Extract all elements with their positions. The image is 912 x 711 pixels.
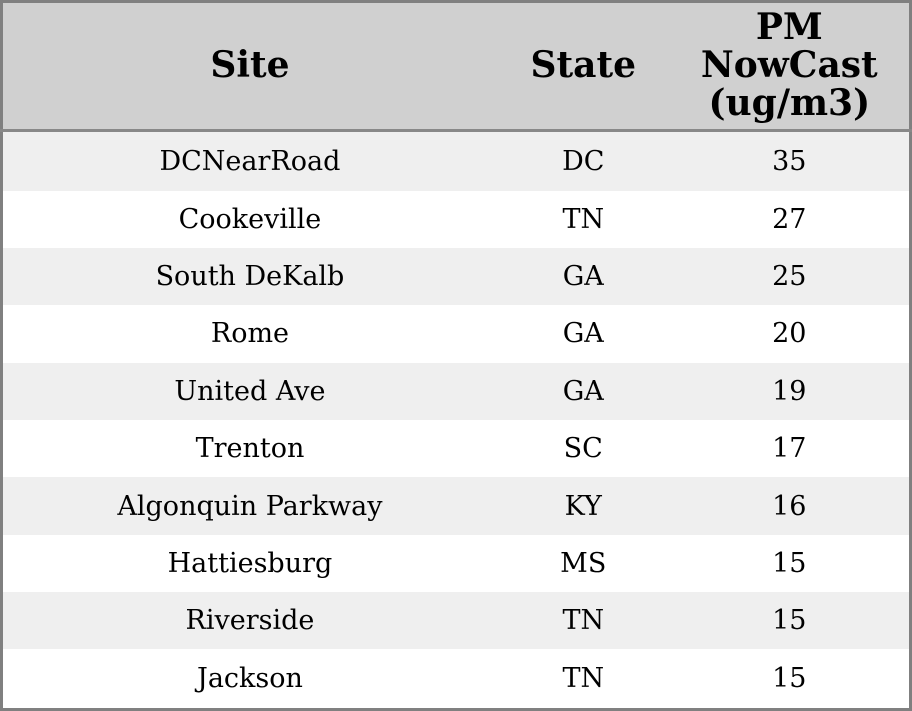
table-row	[2, 649, 911, 709]
pm-value-cell: 15	[670, 535, 911, 592]
column-header-state-label: State	[530, 44, 636, 87]
table-row	[2, 477, 911, 534]
pm-value-cell: 17	[670, 420, 911, 477]
state-cell: TN	[497, 592, 670, 649]
state-cell: KY	[497, 477, 670, 534]
table-row	[2, 191, 911, 248]
table-body	[2, 131, 911, 710]
column-header-site-label: Site	[210, 44, 290, 87]
table-row	[2, 248, 911, 305]
table-row	[2, 535, 911, 592]
site-cell: Algonquin Parkway	[2, 477, 497, 534]
pm-value-cell: 19	[670, 363, 911, 420]
column-header-pm-nowcast-label: PM NowCast (ug/m3)	[700, 6, 878, 124]
site-cell: Hattiesburg	[2, 535, 497, 592]
state-cell: GA	[497, 248, 670, 305]
site-cell: DCNearRoad	[2, 131, 497, 191]
pm-value-cell: 16	[670, 477, 911, 534]
column-header-site	[2, 2, 497, 131]
state-cell: DC	[497, 131, 670, 191]
site-cell: Rome	[2, 305, 497, 362]
state-cell: GA	[497, 363, 670, 420]
table-row	[2, 420, 911, 477]
pm-value-cell: 35	[670, 131, 911, 191]
table-row	[2, 363, 911, 420]
table-row	[2, 131, 911, 191]
pm-value-cell: 15	[670, 649, 911, 709]
state-cell: SC	[497, 420, 670, 477]
site-cell: Riverside	[2, 592, 497, 649]
site-cell: United Ave	[2, 363, 497, 420]
header-row	[2, 2, 911, 131]
table-row	[2, 305, 911, 362]
column-header-pm-nowcast	[670, 2, 911, 131]
state-cell: TN	[497, 649, 670, 709]
pm-value-cell: 25	[670, 248, 911, 305]
column-header-state	[497, 2, 670, 131]
site-cell: Trenton	[2, 420, 497, 477]
site-cell: South DeKalb	[2, 248, 497, 305]
table-row	[2, 592, 911, 649]
state-cell: MS	[497, 535, 670, 592]
site-cell: Jackson	[2, 649, 497, 709]
pm-value-cell: 20	[670, 305, 911, 362]
state-cell: GA	[497, 305, 670, 362]
site-cell: Cookeville	[2, 191, 497, 248]
pm-value-cell: 27	[670, 191, 911, 248]
pm-value-cell: 15	[670, 592, 911, 649]
state-cell: TN	[497, 191, 670, 248]
